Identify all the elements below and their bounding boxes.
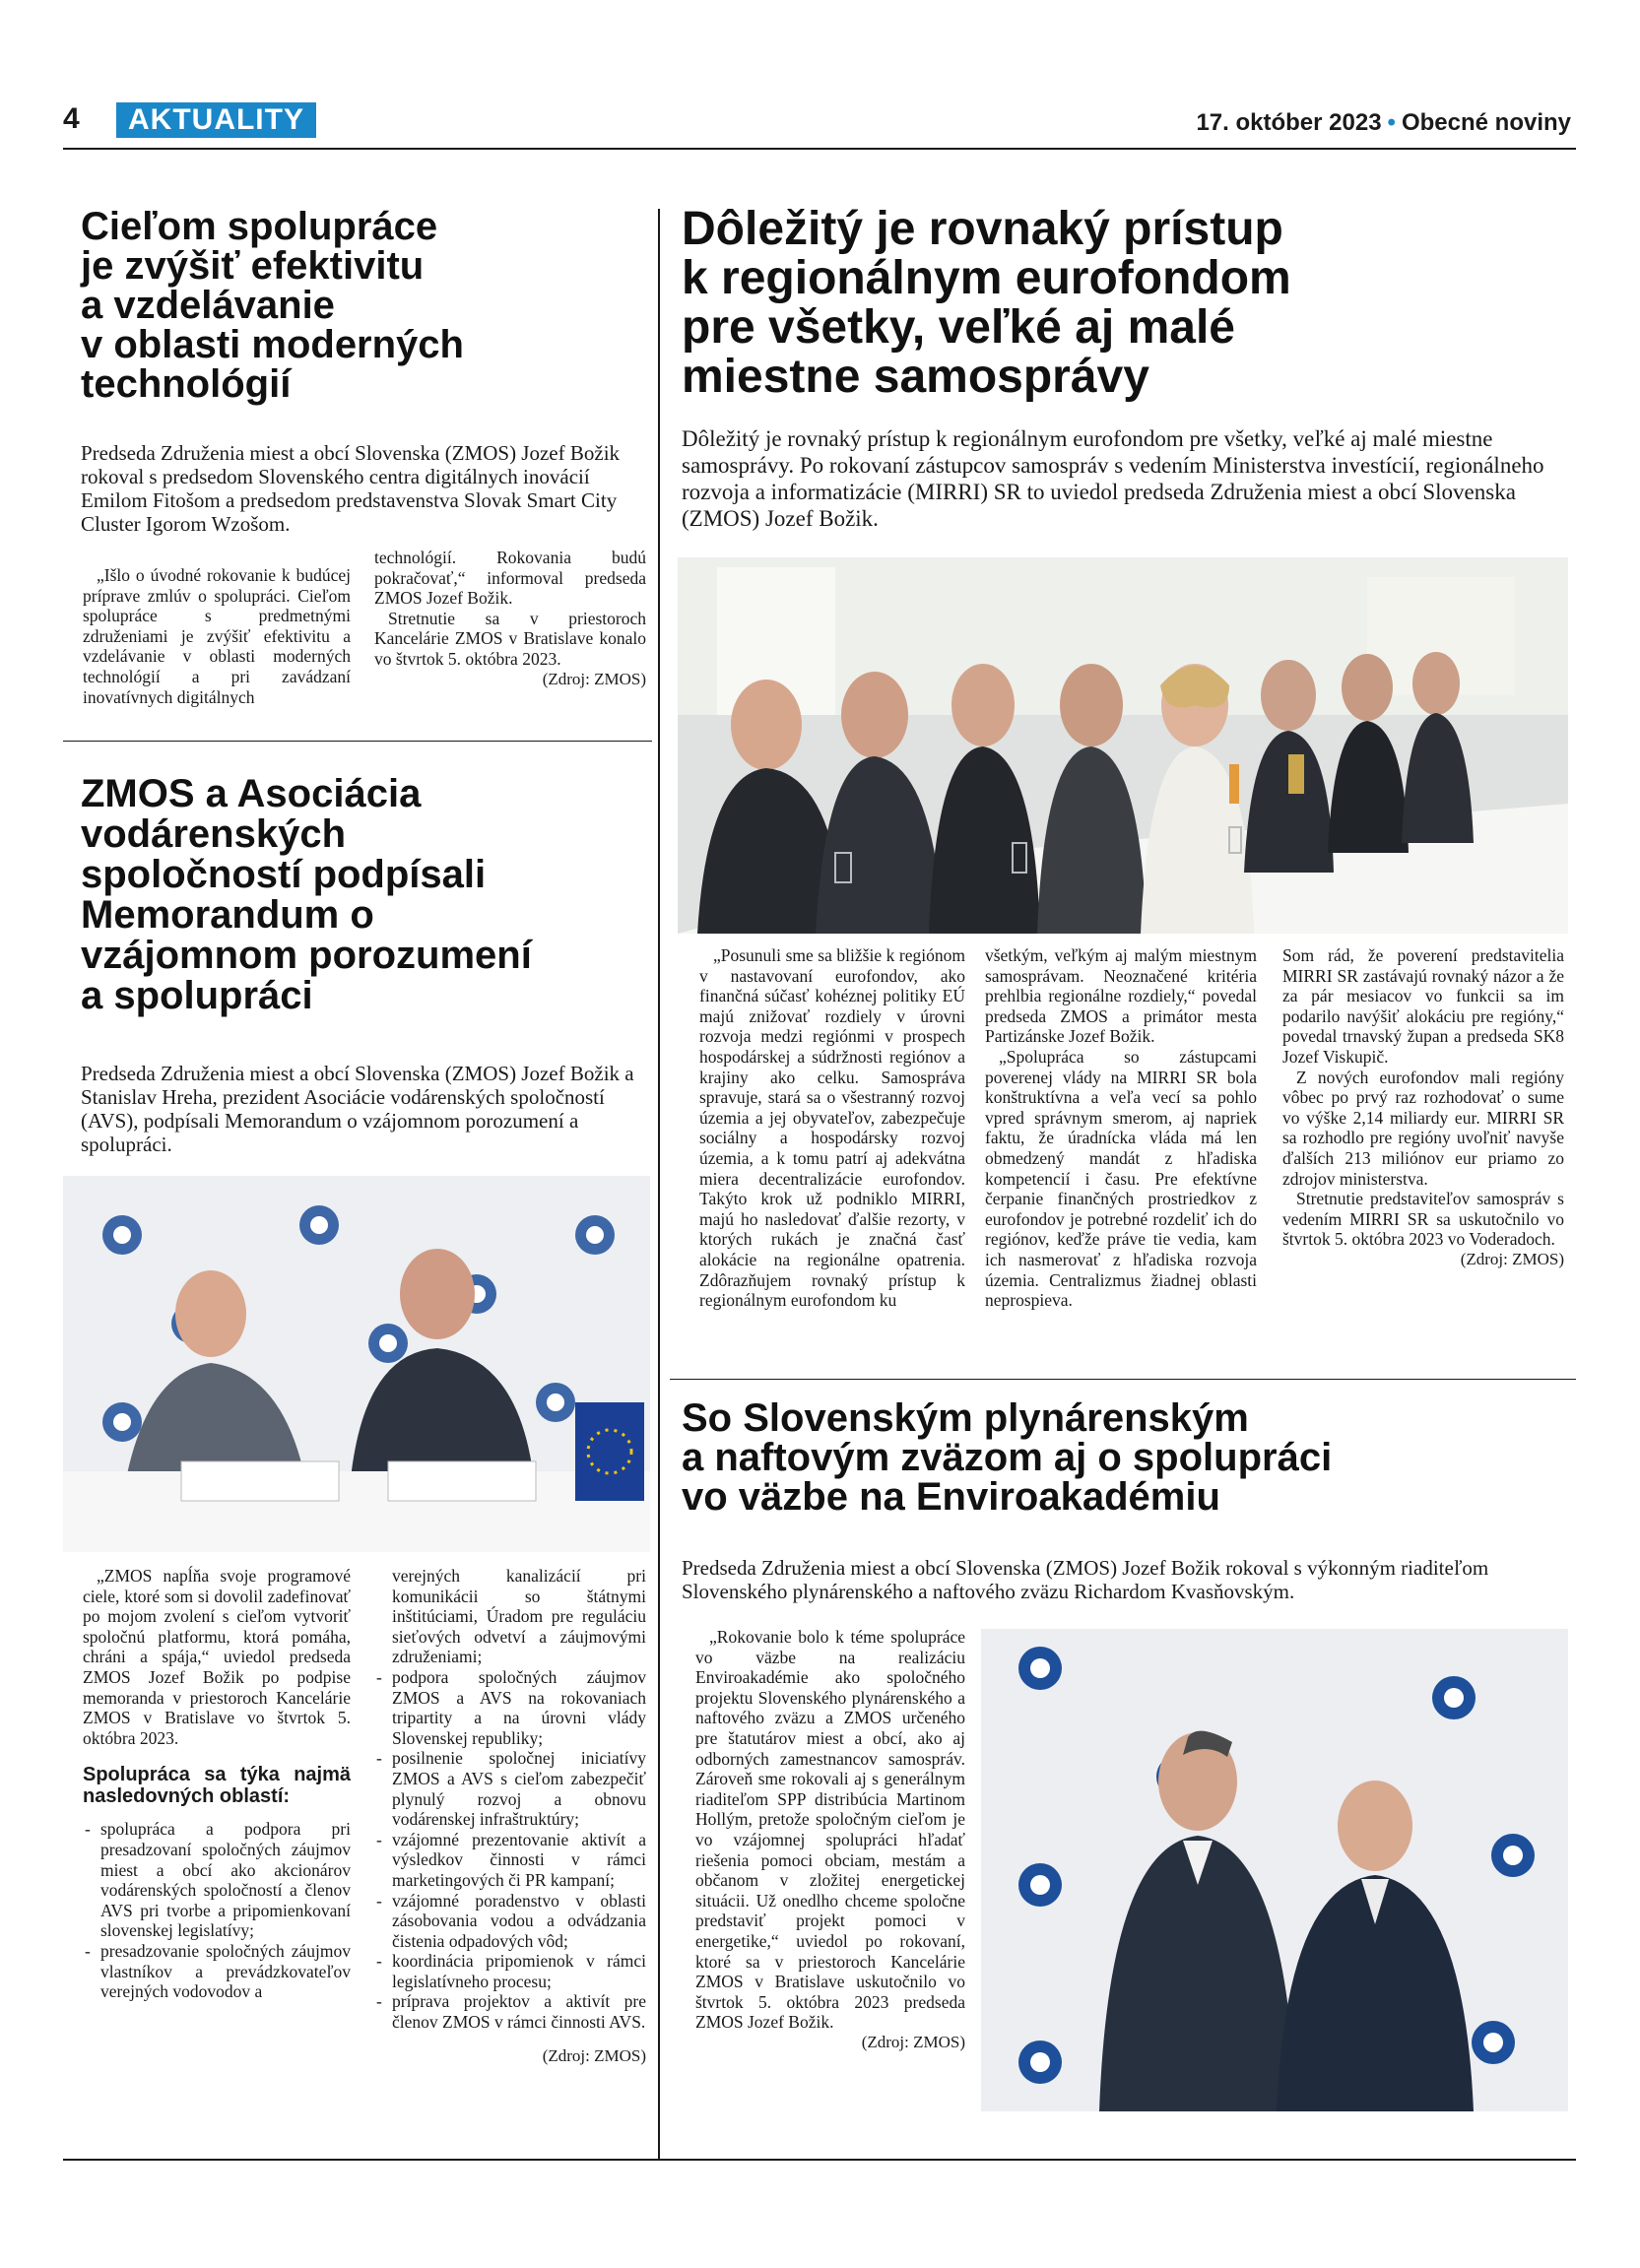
paragraph: „ZMOS napĺňa svoje programové ciele, ktoré som si dovolil zadefinovať po mojom zvolení s cieľom vytvoriť spoločnú platformu, ktorá pomáha, chráni a spája,“ uviedol predseda ZMOS Jozef Božik po podpise memoranda v priestoroch Kancelárie ZMOS v Bratislave vo štvrtok 5. októbra 2023. <box>83 1566 351 1748</box>
paragraph: „Spolupráca so zástupcami poverenej vlády na MIRRI SR bola konštruktívna a veľa vecí sa pohlo vpred správnym smerom, aj napriek faktu, že úradnícka vláda má len obmedzený mandát z hľadiska kompetencií i času. Pre efektívne čerpanie finančných prostriedkov z eurofondov je potrebné rozdeliť ich do regiónov, keďže práve tie vedia, kam ich nasmerovať z hľadiska rozvoja územia. Centralizmus žiadnej oblasti neprospieva. <box>985 1046 1257 1311</box>
masthead-info <box>1196 108 1571 138</box>
photo-illustration <box>63 1176 650 1552</box>
cooperation-list-col2 <box>374 1667 646 2033</box>
headline-line: Cieľom spolupráce <box>81 205 438 248</box>
list-item: - podpora spoločných záujmov ZMOS a AVS na rokovaniach tripartity a na úrovni vlády Slovenskej republiky; <box>374 1667 646 1748</box>
article2-subhead: Spolupráca sa týka najmä nasledovných oblastí: <box>83 1764 351 1808</box>
headline-line: vzájomnom porozumení <box>81 934 532 977</box>
publication-name: Obecné noviny <box>1401 109 1571 136</box>
paragraph: verejných kanalizácií pri komunikácii so štátnymi inštitúciami, Úradom pre reguláciu sieťových odvetví a záujmovými združeniami; <box>392 1566 646 1667</box>
article4-body <box>695 1627 965 2052</box>
headline-line: a vzdelávanie <box>81 284 335 327</box>
article1-lead: Predseda Združenia miest a obcí Slovenska (ZMOS) Jozef Božik rokoval s predsedom Slovenského centra digitálnych inovácií Emilom Fitošom a predsedom predstavenstva Slovak Smart City Cluster Igorom Wzošom. <box>81 441 621 536</box>
article3-source: (Zdroj: ZMOS) <box>1460 1249 1564 1268</box>
article1-source: (Zdroj: ZMOS) <box>542 669 646 688</box>
article2-headline <box>81 774 652 1016</box>
list-item: - spolupráca a podpora pri presadzovaní spoločných záujmov miest a obcí ako akcionárov vodárenských spoločností a členov AVS pri tvorbe a pripomienkovaní slovenskej legislatívy; <box>83 1819 351 1941</box>
article3-col2 <box>985 945 1257 1311</box>
article3-headline <box>682 205 1568 402</box>
headline-line: Memorandum o <box>81 893 374 937</box>
article2-source: (Zdroj: ZMOS) <box>542 2045 646 2065</box>
list-item: - posilnenie spoločnej iniciatívy ZMOS a AVS s cieľom zabezpečiť plynulý rozvoj a obnovu vodárenskej infraštruktúry; <box>374 1748 646 1829</box>
header-rule <box>63 148 1576 150</box>
list-item: - koordinácia pripomienok v rámci legislatívneho procesu; <box>374 1951 646 1991</box>
headline-line: technológií <box>81 362 292 406</box>
article2-col2 <box>374 1566 646 2066</box>
column-divider <box>658 209 660 2159</box>
list-item: - príprava projektov a aktivít pre členov ZMOS v rámci činnosti AVS. <box>374 1991 646 2032</box>
paragraph: Som rád, že poverení predstavitelia MIRRI SR zastávajú rovnaký názor a že za pár mesiacov vo funkcii sa im podarilo navýšiť alokáciu pre regióny,“ povedal trnavský župan a predseda SK8 Jozef Viskupič. <box>1282 945 1564 1067</box>
list-item: - presadzovanie spoločných záujmov vlastníkov a prevádzkovateľov verejných vodovodov a <box>83 1941 351 2002</box>
article1-col2 <box>374 548 646 689</box>
paragraph: „Išlo o úvodné rokovanie k budúcej príprave zmlúv o spolupráci. Cieľom spolupráce s predmetnými združeniami je zvýšiť efektivitu a vzdelávanie v oblasti moderných technológií a pri zavádzaní inovatívnych digitálnych <box>83 565 351 707</box>
ministry-meeting-photo <box>678 557 1568 934</box>
headline-line: Dôležitý je rovnaký prístup <box>682 203 1283 255</box>
headline-line: ZMOS a Asociácia <box>81 772 422 815</box>
article2-lead: Predseda Združenia miest a obcí Slovenska (ZMOS) Jozef Božik a Stanislav Hreha, prezident Asociácie vodárenských spoločností (AVS), podpísali Memorandum o vzájomnom porozumení a spolupráci. <box>81 1062 634 1156</box>
headline-line: spoločností podpísali <box>81 853 487 896</box>
article3-col1 <box>699 945 965 1311</box>
headline-line: k regionálnym eurofondom <box>682 252 1291 304</box>
paragraph: „Rokovanie bolo k téme spolupráce vo väzbe na realizáciu Enviroakadémie ako spoločného projektu Slovenského plynárenského a naftového zväzu a ZMOS určeného pre štatutárov miest a obcí, ako aj odborných zamestnancov samospráv. Zároveň sme rokovali aj s generálnym riaditeľom SPP distribúcia Martinom Hollým, pretože spoločným cieľom je vo vzájomnej spolupráci hľadať riešenia pomoci obciam, mestám a občanom v zložitej energetickej situácii. Už onedlho chceme spoločne predstaviť projekt pomoci v energetike,“ uviedol po rokovaní, ktoré sa v priestoroch Kancelárie ZMOS v Bratislave uskutočnilo vo štvrtok 5. októbra 2023 predseda ZMOS Jozef Božik. <box>695 1627 965 2033</box>
article4-lead: Predseda Združenia miest a obcí Slovenska (ZMOS) Jozef Božik rokoval s výkonným riaditeľom Slovenského plynárenského a naftového zväzu Richardom Kvasňovským. <box>682 1556 1489 1603</box>
paragraph: Stretnutie predstaviteľov samospráv s vedením MIRRI SR sa uskutočnilo vo štvrtok 5. októbra 2023 vo Voderadoch. <box>1282 1189 1564 1250</box>
list-item: - vzájomné prezentovanie aktivít a výsledkov činnosti v rámci marketingových či PR kampaní; <box>374 1830 646 1891</box>
separator: • <box>1387 109 1396 136</box>
headline-line: je zvýšiť efektivitu <box>81 244 425 288</box>
headline-line: pre všetky, veľké aj malé <box>682 301 1235 354</box>
enviroakademia-meeting-photo <box>981 1629 1568 2111</box>
article4-source: (Zdroj: ZMOS) <box>861 2032 965 2051</box>
list-item: - vzájomné poradenstvo v oblasti zásobovania vodou a odvádzania čistenia odpadových vôd; <box>374 1891 646 1952</box>
article1-headline <box>81 207 642 404</box>
headline-line: vodárenských <box>81 812 347 856</box>
article1-col1 <box>83 565 351 707</box>
headline-line: v oblasti moderných <box>81 323 464 366</box>
article-separator <box>63 741 652 742</box>
headline-line: a naftovým zväzom aj o spolupráci <box>682 1436 1333 1479</box>
photo-illustration <box>981 1629 1568 2111</box>
article-separator <box>670 1379 1576 1380</box>
article4-headline <box>682 1398 1568 1517</box>
paragraph: technológií. Rokovania budú pokračovať,“ informoval predseda ZMOS Jozef Božik. <box>374 548 646 609</box>
section-badge: AKTUALITY <box>116 102 316 138</box>
paragraph: Stretnutie sa v priestoroch Kancelárie ZMOS v Bratislave konalo vo štvrtok 5. októbra 2023. <box>374 608 646 669</box>
issue-date: 17. október 2023 <box>1196 109 1382 136</box>
photo-illustration <box>678 557 1568 934</box>
paragraph: Z nových eurofondov mali regióny vôbec po prvý raz rozhodovať o sume vo výške 2,14 miliardy eur. MIRRI SR sa rozhodlo pre regióny uvoľniť navyše ďalších 213 miliónov eur priamo zo zdrojov ministerstva. <box>1282 1067 1564 1189</box>
memorandum-signing-photo <box>63 1176 650 1552</box>
article2-col1 <box>83 1566 351 2002</box>
article3-col3 <box>1282 945 1564 1269</box>
headline-line: So Slovenským plynárenským <box>682 1396 1249 1440</box>
article3-lead: Dôležitý je rovnaký prístup k regionálnym eurofondom pre všetky, veľké aj malé miestne samosprávy. Po rokovaní zástupcov samospráv s vedením Ministerstva investícií, regionálneho rozvoja a informatizácie (MIRRI) SR to uviedol predseda Združenia miest a obcí Slovenska (ZMOS) Jozef Božik. <box>682 426 1544 531</box>
page-number: 4 <box>63 102 80 135</box>
headline-line: miestne samosprávy <box>682 351 1149 403</box>
paragraph: všetkým, veľkým aj malým miestnym samosprávam. Neoznačené kritéria prehlbia regionálne rozdiely,“ povedal predseda ZMOS a primátor mesta Partizánske Jozef Božik. <box>985 945 1257 1047</box>
headline-line: a spolupráci <box>81 974 313 1017</box>
headline-line: vo väzbe na Enviroakadémiu <box>682 1475 1220 1519</box>
footer-rule <box>63 2159 1576 2161</box>
paragraph: „Posunuli sme sa bližšie k regiónom v nastavovaní eurofondov, ako finančná súčasť kohéznej politiky EÚ majú znižovať rozdiely v úrovni rozvoja medzi regiónmi v prospech hospodárskej a súdržnosti regiónov a krajiny ako celku. Samospráva spravuje, stará sa o všestranný rozvoj územia a jej obyvateľov, zabezpečuje sociálny a hospodársky rozvoj územia, a k tomu patrí aj adekvátna miera decentralizácie eurofondov. Takýto krok už podniklo MIRRI, majú ho nasledovať ďalšie rezorty, v ktorých rukách je značná časť alokácie na regionálne opatrenia. Zdôrazňujem rovnaký prístup k regionálnym eurofondom ku <box>699 945 965 1311</box>
cooperation-list-col1 <box>83 1819 351 2001</box>
